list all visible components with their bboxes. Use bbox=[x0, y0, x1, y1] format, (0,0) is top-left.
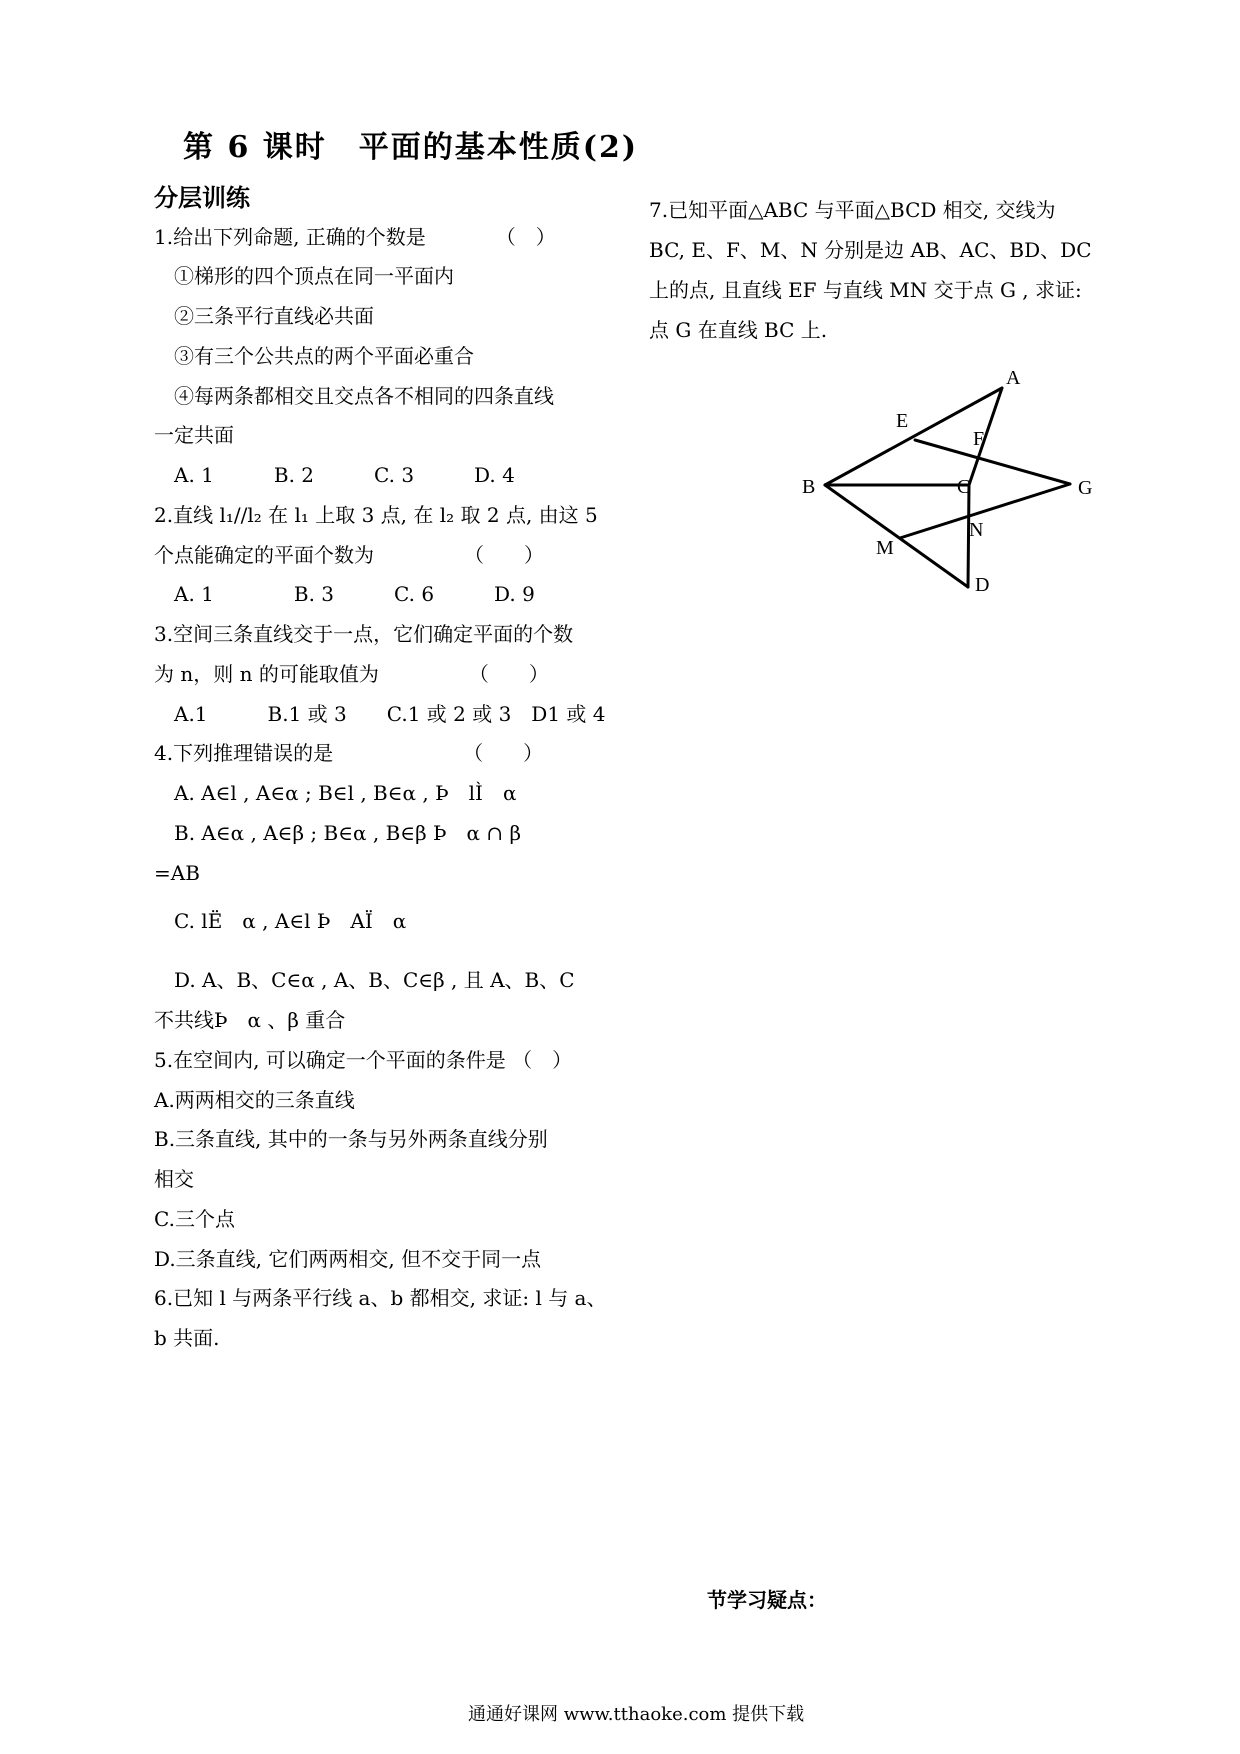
left-line-20: D. A、B、C∈α , A、B、C∈β , 且 A、B、C bbox=[154, 968, 575, 992]
right-line-2: BC, E、F、M、N 分别是边 AB、AC、BD、DC bbox=[649, 238, 1092, 262]
line-efg bbox=[915, 440, 1070, 484]
label-b: B bbox=[802, 476, 816, 498]
label-f: F bbox=[973, 428, 985, 450]
label-e: E bbox=[896, 410, 909, 432]
left-line-18: C. lË α , A∈l Þ AÏ α bbox=[154, 909, 407, 933]
left-line-15: A. A∈l , A∈α ; B∈l , B∈α , Þ lÌ α bbox=[154, 781, 517, 805]
left-line-29: b 共面. bbox=[154, 1326, 220, 1350]
page-footer: 通通好课网 www.tthaoke.com 提供下载 bbox=[468, 1704, 805, 1725]
segment-bd bbox=[825, 485, 968, 587]
left-line-10: A. 1 B. 3 C. 6 D. 9 bbox=[154, 582, 535, 606]
section-heading: 分层训练 bbox=[154, 184, 250, 212]
left-line-26: C.三个点 bbox=[154, 1207, 235, 1231]
line-mng bbox=[900, 484, 1070, 538]
left-line-14: 4.下列推理错误的是 （ ） bbox=[154, 741, 544, 765]
right-line-1: 7.已知平面△ABC 与平面△BCD 相交, 交线为 bbox=[649, 198, 1056, 222]
label-m: M bbox=[876, 537, 894, 559]
left-line-3: ②三条平行直线必共面 bbox=[154, 304, 374, 328]
left-line-17: =AB bbox=[154, 861, 200, 885]
left-line-28: 6.已知 l 与两条平行线 a、b 都相交, 求证: l 与 a、 bbox=[154, 1286, 607, 1310]
left-line-27: D.三条直线, 它们两两相交, 但不交于同一点 bbox=[154, 1247, 542, 1271]
left-line-23: A.两两相交的三条直线 bbox=[154, 1088, 355, 1112]
left-line-1: 1.给出下列命题, 正确的个数是 （ ） bbox=[154, 225, 556, 249]
label-g: G bbox=[1078, 477, 1093, 499]
left-line-7: A. 1 B. 2 C. 3 D. 4 bbox=[154, 463, 515, 487]
geometry-figure bbox=[780, 355, 1110, 605]
left-line-25: 相交 bbox=[154, 1167, 194, 1191]
label-n: N bbox=[969, 519, 984, 541]
left-line-12: 为 n，则 n 的可能取值为 （ ） bbox=[154, 662, 549, 686]
left-line-9: 个点能确定的平面个数为 （ ） bbox=[154, 543, 544, 567]
left-line-21: 不共线Þ α 、β 重合 bbox=[154, 1008, 346, 1032]
left-line-11: 3.空间三条直线交于一点，它们确定平面的个数 bbox=[154, 622, 574, 646]
left-line-16: B. A∈α , A∈β ; B∈α , B∈β Þ α ∩ β bbox=[154, 821, 522, 845]
study-note-label: 节学习疑点： bbox=[707, 1588, 827, 1612]
left-line-4: ③有三个公共点的两个平面必重合 bbox=[154, 344, 474, 368]
left-line-2: ①梯形的四个顶点在同一平面内 bbox=[154, 264, 454, 288]
left-line-22: 5.在空间内, 可以确定一个平面的条件是 （ ） bbox=[154, 1048, 573, 1072]
left-line-5: ④每两条都相交且交点各不相同的四条直线 bbox=[154, 384, 554, 408]
page-title: 第 6 课时 平面的基本性质(2) bbox=[183, 130, 639, 165]
right-line-3: 上的点, 且直线 EF 与直线 MN 交于点 G , 求证: bbox=[649, 278, 1082, 302]
left-line-24: B.三条直线, 其中的一条与另外两条直线分别 bbox=[154, 1127, 548, 1151]
label-a: A bbox=[1006, 367, 1021, 389]
label-c: C bbox=[957, 476, 971, 498]
right-line-4: 点 G 在直线 BC 上. bbox=[649, 318, 828, 342]
label-d: D bbox=[975, 574, 990, 596]
left-line-13: A.1 B.1 或 3 C.1 或 2 或 3 D1 或 4 bbox=[154, 702, 606, 726]
left-line-6: 一定共面 bbox=[154, 423, 234, 447]
left-line-8: 2.直线 l₁//l₂ 在 l₁ 上取 3 点, 在 l₂ 取 2 点, 由这 5 bbox=[154, 503, 598, 527]
